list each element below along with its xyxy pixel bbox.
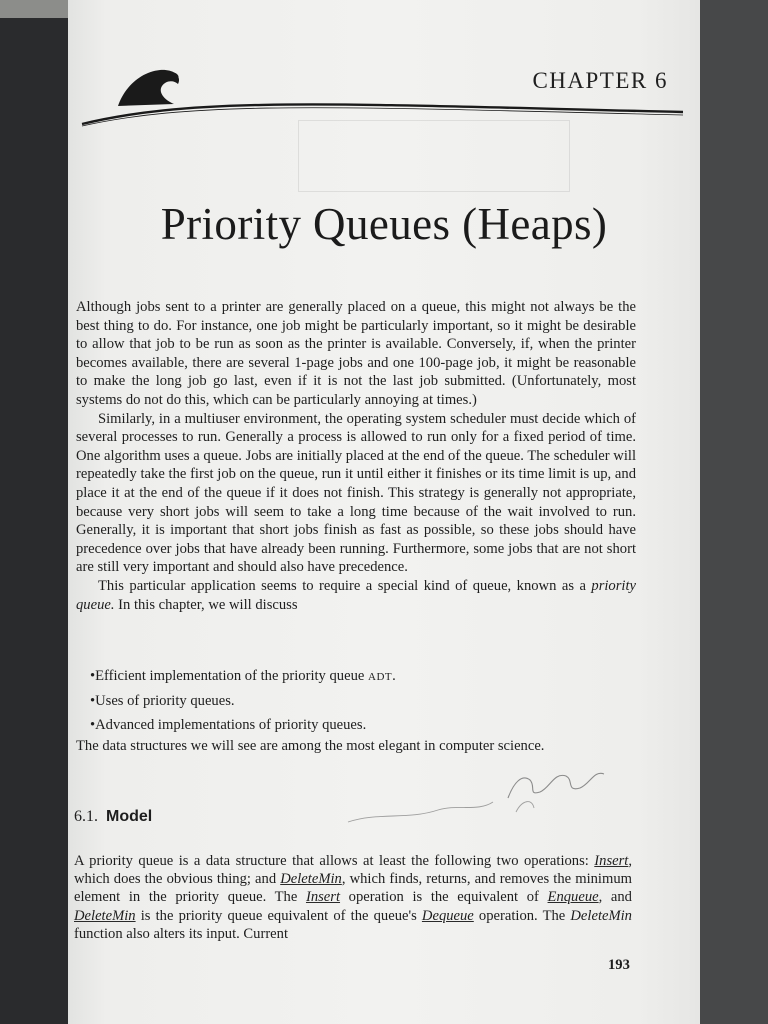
adt-abbrev: ADT [368, 671, 393, 683]
handwritten-scribble-icon [318, 752, 618, 842]
bullet-text: Uses of priority queues. [95, 693, 235, 709]
bullet-end: . [392, 668, 396, 684]
model-text-6: is the priority queue equivalent of the queue's [135, 907, 422, 924]
paragraph-scheduler: Similarly, in a multiuser environment, the operating system scheduler must decide which of several processes to run. Generally a process is allowed to run only for a fixed period of time. One algorithm uses a queue. Jobs are initially placed at the end of the queue. The scheduler will repeatedly take the first job on the queue, run it until either it finishes or its time limit is up, and place it at the end of the queue if it does not finish. This strategy is generally not appropriate, because very short jobs will seem to take a long time because of the wait involved to run. Generally, it is important that short jobs finish as fast as possible, so these jobs should have precedence over jobs that have already been running. Furthermore, some jobs that are not short are still very important and should also have precedence. [76, 410, 636, 576]
background-right [700, 0, 768, 1024]
discuss-lead: This particular application seems to require a special kind of queue, known as a [98, 577, 592, 594]
model-text-3: , which finds, returns, and removes the minimum element in the priority queue. The [74, 871, 632, 906]
intro-text [76, 298, 636, 614]
bullet-text: Advanced implementations of priority queues. [95, 717, 367, 733]
bullet-text: Efficient implementation of the priority queue [95, 668, 368, 684]
bullet-item: •Uses of priority queues. [90, 693, 235, 709]
model-paragraph [74, 852, 632, 943]
bullet-item: •Advanced implementations of priority queues. [90, 717, 367, 733]
model-text-5: , and [598, 889, 632, 906]
model-text-8: function also alters its input. Current [74, 925, 289, 942]
model-text-4: operation is the equivalent of [340, 889, 548, 906]
term-deletemin: DeleteMin [280, 871, 342, 888]
bullet-list [90, 664, 610, 737]
background-left [0, 0, 68, 1024]
model-text-7: operation. The [473, 907, 571, 924]
model-text-1: A priority queue is a data structure that allows at least the following two operations: [74, 853, 595, 869]
term-insert: Insert [305, 889, 341, 906]
section-title: Model [106, 808, 153, 825]
section-number: 6.1. [74, 808, 98, 825]
bleed-through-box [298, 120, 570, 192]
paragraph-discuss [76, 577, 636, 614]
paragraph-printer: Although jobs sent to a printer are generally placed on a queue, this might not always be the best thing to do. For instance, one job might be particularly important, so it might be desirable to allow that job to be run as soon as the printer is available. Conversely, if, when the printer becomes available, there are several 1-page jobs and one 100-page job, it might be reasonable to make the long job go last, even if it is not the last job submitted. (Unfortunately, most systems do not do this, which can be particularly annoying at times.) [76, 299, 636, 408]
term-insert: Insert [594, 853, 629, 869]
discuss-tail: In this chapter, we will discuss [114, 596, 298, 613]
page-title: Priority Queues (Heaps) [160, 199, 608, 249]
book-page [68, 0, 700, 1024]
bullet-item: •Efficient implementation of the priority queue ADT. [90, 668, 396, 684]
model-text-2: , which does the obvious thing; and [74, 853, 632, 888]
closing-sentence: The data structures we will see are among the most elegant in computer science. [76, 738, 545, 754]
term-deletemin: DeleteMin [74, 907, 136, 924]
term-deletemin: DeleteMin [570, 907, 632, 924]
chapter-label: CHAPTER 6 [532, 68, 668, 93]
page-number: 193 [608, 957, 630, 973]
background-left-highlight [0, 0, 68, 18]
section-heading [74, 808, 152, 826]
term-enqueue: Enqueue [547, 889, 599, 906]
term-dequeue: Dequeue [421, 907, 474, 924]
term-priority-queue: priority queue. [76, 577, 636, 613]
